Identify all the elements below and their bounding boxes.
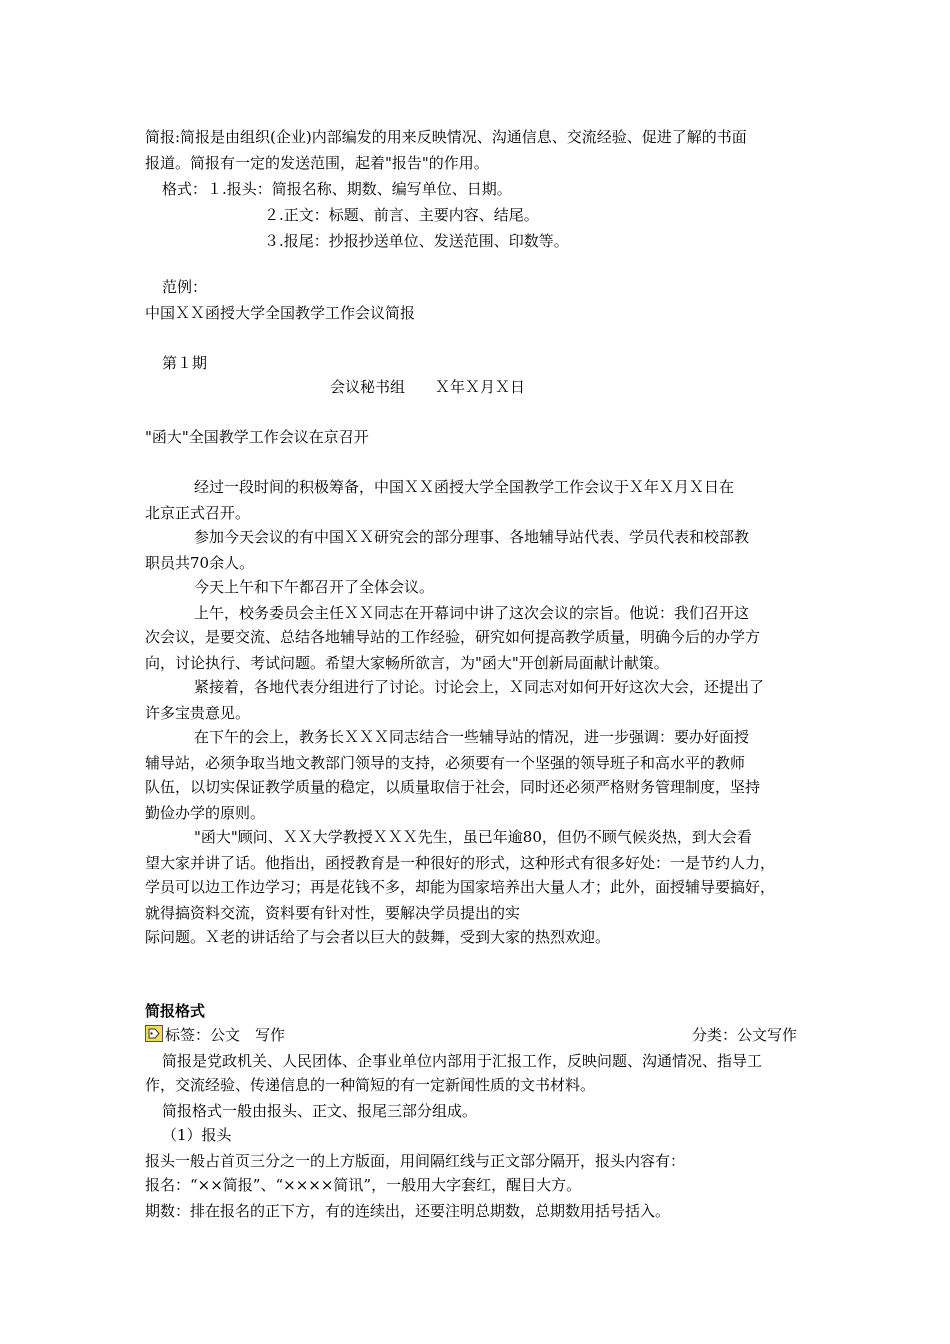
body-line: 北京正式召开。 (145, 504, 251, 522)
intro-line-1: 简报:简报是由组织(企业)内部编发的用来反映情况、沟通信息、交流经验、促进了解的书面 (145, 128, 747, 146)
format-line: （1）报头 (162, 1126, 232, 1144)
format-line-3: ３.报尾：抄报抄送单位、发送范围、印数等。 (264, 232, 569, 250)
body-line: 望大家并讲了话。他指出，函授教育是一种很好的形式，这种形式有很多好处：一是节约人力， (145, 854, 776, 872)
body-line: 职员共70余人。 (145, 554, 255, 572)
body-line: 在下午的会上，教务长ＸＸＸ同志结合一些辅导站的情况，进一步强调：要办好面授 (194, 728, 750, 746)
format-line-2: ２.正文：标题、前言、主要内容、结尾。 (264, 206, 539, 224)
body-line: 紧接着，各地代表分组进行了讨论。讨论会上，Ｘ同志对如何开好这次大会，还提出了 (194, 678, 765, 696)
format-line: 报头一般占首页三分之一的上方版面，用间隔红线与正文部分隔开，报头内容有： (145, 1152, 686, 1170)
intro-line-2: 报道。简报有一定的发送范围，起着"报告"的作用。 (145, 154, 489, 172)
body-line: 今天上午和下午都召开了全体会议。 (194, 578, 435, 596)
tag-icon (145, 1025, 163, 1042)
example-title: 中国ＸＸ函授大学全国教学工作会议简报 (145, 304, 416, 322)
body-line: 许多宝贵意见。 (145, 704, 251, 722)
example-label: 范例： (162, 278, 208, 296)
format-line: 简报格式一般由报头、正文、报尾三部分组成。 (162, 1102, 478, 1120)
tags-label: 标签：公文 写作 (165, 1026, 286, 1044)
body-line: 队伍，以切实保证教学质量的稳定，以质量取信于社会，同时还必须严格财务管理制度，坚持 (145, 778, 761, 796)
format-line: 简报是党政机关、人民团体、企事业单位内部用于汇报工作，反映问题、沟通情况、指导工 (162, 1052, 763, 1070)
body-line: 上午，校务委员会主任ＸＸ同志在开幕词中讲了这次会议的宗旨。他说：我们召开这 (194, 604, 750, 622)
example-headline: "函大"全国教学工作会议在京召开 (145, 428, 369, 446)
body-line: 勤俭办学的原则。 (145, 804, 266, 822)
format-heading: 简报格式 (145, 1002, 206, 1020)
example-issue: 第１期 (162, 354, 208, 372)
body-line: 就得搞资料交流，资料要有针对性，要解决学员提出的实 (145, 904, 521, 922)
format-line: 作，交流经验、传递信息的一种简短的有一定新闻性质的文书材料。 (145, 1076, 596, 1094)
body-line: "函大"顾问、ＸＸ大学教授ＸＸＸ先生，虽已年逾80，但仍不顾气候炎热，到大会看 (194, 828, 752, 846)
tags-row (145, 1022, 285, 1048)
body-line: 学员可以边工作边学习；再是花钱不多，却能为国家培养出大量人才；此外，面授辅导要搞好， (145, 878, 776, 896)
body-line: 次会议，是要交流、总结各地辅导站的工作经验，研究如何提高教学质量，明确今后的办学方 (145, 628, 761, 646)
format-line: 期数：排在报名的正下方，有的连续出，还要注明总期数，总期数用括号括入。 (145, 1202, 671, 1220)
body-line: 经过一段时间的积极筹备，中国ＸＸ函授大学全国教学工作会议于Ｘ年Ｘ月Ｘ日在 (194, 478, 735, 496)
body-line: 参加今天会议的有中国ＸＸ研究会的部分理事、各地辅导站代表、学员代表和校部教 (194, 528, 750, 546)
category-label: 分类：公文写作 (692, 1026, 798, 1044)
body-line: 际问题。Ｘ老的讲话给了与会者以巨大的鼓舞，受到大家的热烈欢迎。 (145, 928, 611, 946)
format-line: 报名：“××简报”、“××××简讯”，一般用大字套红，醒目大方。 (145, 1176, 582, 1194)
example-unit-date: 会议秘书组 Ｘ年Ｘ月Ｘ日 (330, 378, 526, 396)
body-line: 向，讨论执行、考试问题。希望大家畅所欲言，为"函大"开创新局面献计献策。 (145, 654, 669, 672)
format-line-1: 格式：１.报头：简报名称、期数、编写单位、日期。 (162, 180, 512, 198)
body-line: 辅导站，必须争取当地文教部门领导的支持，必须要有一个坚强的领导班子和高水平的教师 (145, 754, 746, 772)
